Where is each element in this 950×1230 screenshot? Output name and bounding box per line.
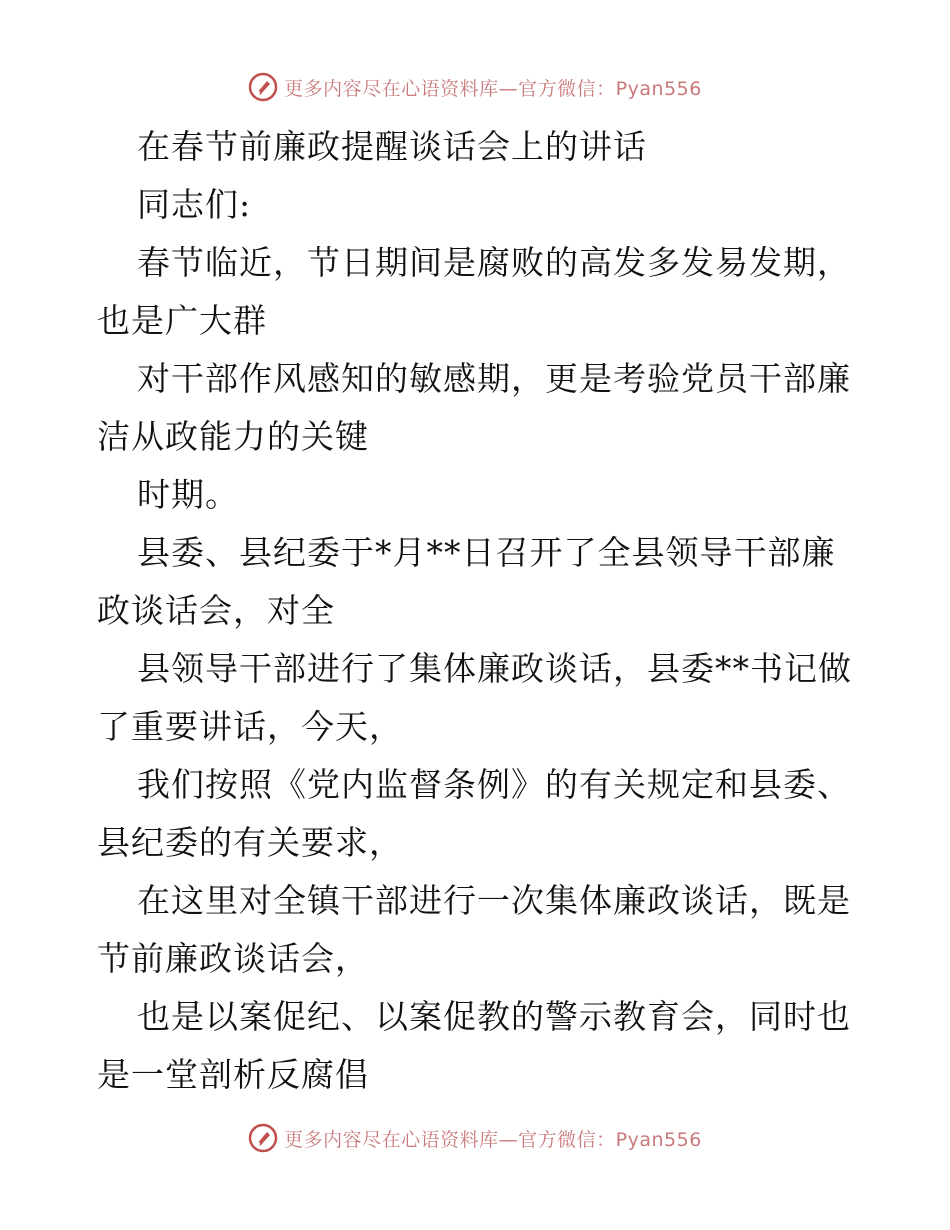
pen-nib-logo-icon — [248, 72, 278, 102]
text-line: 县领导干部进行了集体廉政谈话，县委**书记做 — [137, 649, 852, 688]
header-watermark — [0, 72, 950, 102]
footer-watermark — [0, 1123, 950, 1153]
text-line: 时期。 — [137, 475, 239, 514]
text-line: 县纪委的有关要求， — [97, 823, 403, 862]
text-line: 洁从政能力的关键 — [97, 417, 369, 456]
salutation: 同志们: — [137, 185, 252, 224]
watermark-text: 更多内容尽在心语资料库—官方微信：Pyan556 — [284, 77, 702, 100]
text-line: 也是广大群 — [97, 301, 267, 340]
text-line: 节前廉政谈话会， — [97, 939, 369, 978]
text-line: 是一堂剖析反腐倡 — [97, 1055, 369, 1094]
watermark-text: 更多内容尽在心语资料库—官方微信：Pyan556 — [284, 1128, 702, 1151]
text-line: 我们按照《党内监督条例》的有关规定和县委、 — [137, 765, 851, 804]
document-body — [97, 118, 867, 1104]
text-line: 政谈话会，对全 — [97, 591, 335, 630]
text-line: 在这里对全镇干部进行一次集体廉政谈话，既是 — [137, 881, 851, 920]
text-line: 了重要讲话，今天， — [97, 707, 403, 746]
text-line: 春节临近，节日期间是腐败的高发多发易发期， — [137, 243, 851, 282]
text-line: 县委、县纪委于*月**日召开了全县领导干部廉 — [137, 533, 836, 572]
text-line: 也是以案促纪、以案促教的警示教育会，同时也 — [137, 997, 851, 1036]
document-title: 在春节前廉政提醒谈话会上的讲话 — [137, 127, 647, 166]
pen-nib-logo-icon — [248, 1123, 278, 1153]
text-line: 对干部作风感知的敏感期，更是考验党员干部廉 — [137, 359, 851, 398]
